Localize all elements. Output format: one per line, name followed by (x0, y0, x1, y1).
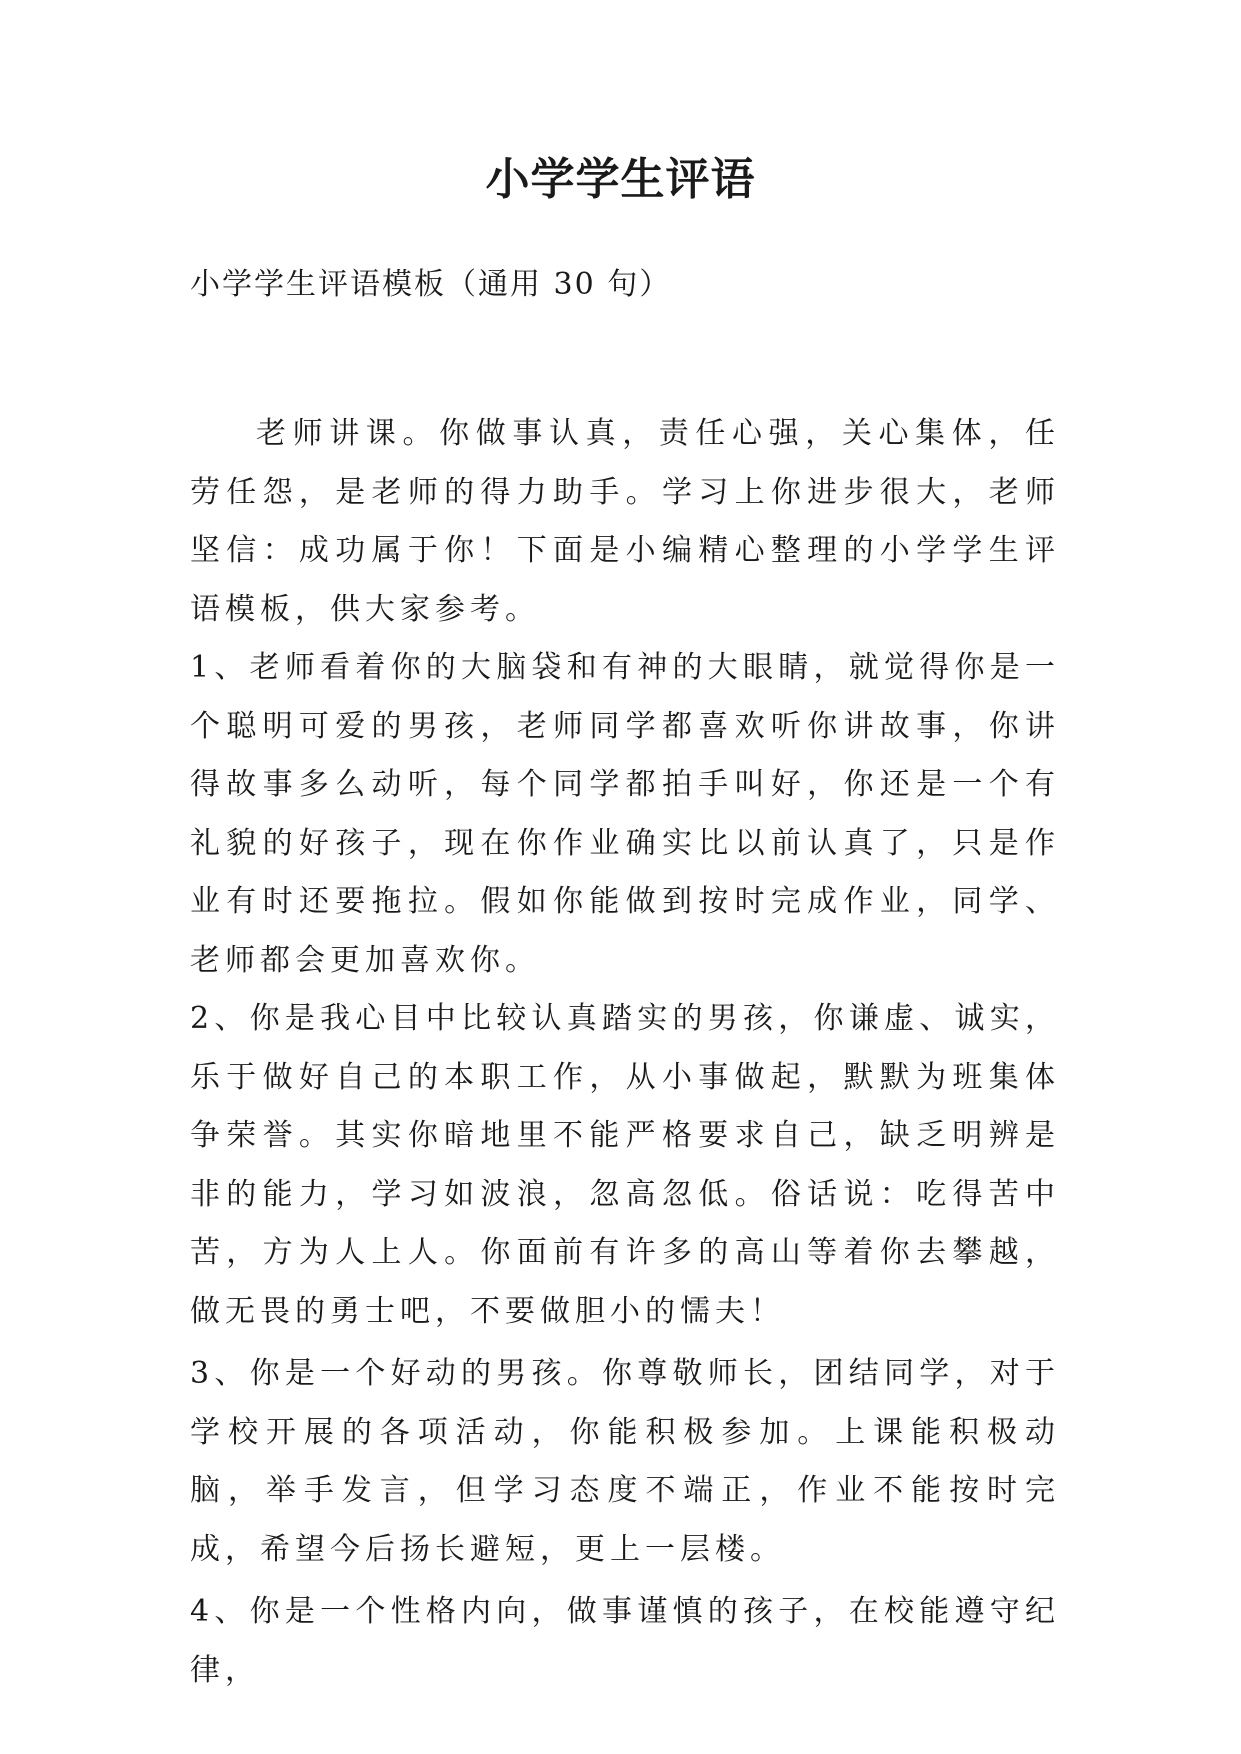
document-subtitle: 小学学生评语模板（通用 30 句） (190, 267, 672, 302)
comment-item-1: 1、老师看着你的大脑袋和有神的大眼睛，就觉得你是一个聪明可爱的男孩，老师同学都喜欢听你讲故事，你讲得故事多么动听，每个同学都拍手叫好，你还是一个有礼貌的好孩子，现在你作业确实比以前认真了，只是作业有时还要拖拉。假如你能做到按时完成作业，同学、老师都会更加喜欢你。 (190, 650, 1060, 978)
document-body (190, 405, 1060, 1700)
intro-paragraph: 老师讲课。你做事认真，责任心强，关心集体，任劳任怨，是老师的得力助手。学习上你进步很大，老师坚信：成功属于你！下面是小编精心整理的小学学生评语模板，供大家参考。 (190, 416, 1060, 627)
document-title: 小学学生评语 (485, 154, 756, 205)
comment-item-4: 4、你是一个性格内向，做事谨慎的孩子，在校能遵守纪律， (190, 1594, 1060, 1688)
comment-item-3: 3、你是一个好动的男孩。你尊敬师长，团结同学，对于学校开展的各项活动，你能积极参加。上课能积极动脑，举手发言，但学习态度不端正，作业不能按时完成，希望今后扬长避短，更上一层楼。 (190, 1356, 1060, 1567)
comment-item-2: 2、你是我心目中比较认真踏实的男孩，你谦虚、诚实，乐于做好自己的本职工作，从小事做起，默默为班集体争荣誉。其实你暗地里不能严格要求自己，缺乏明辨是非的能力，学习如波浪，忽高忽低。俗话说：吃得苦中苦，方为人上人。你面前有许多的高山等着你去攀越，做无畏的勇士吧，不要做胆小的懦夫！ (190, 1001, 1060, 1329)
